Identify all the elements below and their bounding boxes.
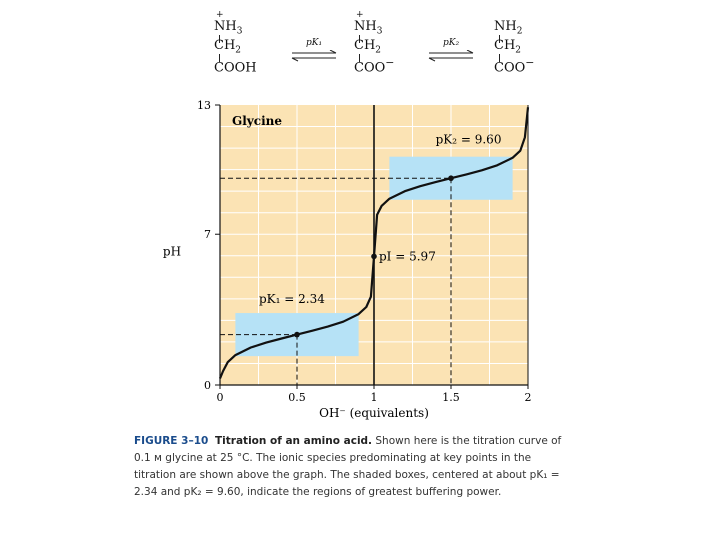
x-tick-label: 0 <box>216 391 224 404</box>
species-charge: − <box>525 56 535 69</box>
species-group: CH <box>494 38 516 53</box>
x-tick-label: 2 <box>524 391 532 404</box>
x-tick-label: 1.5 <box>442 391 460 404</box>
x-axis-label: OH⁻ (equivalents) <box>319 406 429 420</box>
figure-title: Titration of an amino acid. <box>215 435 373 447</box>
species-group: NH <box>214 19 237 34</box>
figure-number: FIGURE 3–10 <box>134 435 209 447</box>
y-tick-label: 0 <box>204 379 211 392</box>
y-tick-label: 13 <box>197 99 211 112</box>
point-label: pK₁ = 2.34 <box>259 292 325 307</box>
equilibrium-label: pK₂ <box>442 38 460 48</box>
species-subscript: 2 <box>375 45 382 56</box>
y-tick-label: 7 <box>204 228 211 242</box>
species-charge: + <box>356 10 364 20</box>
species-subscript: 3 <box>236 26 243 37</box>
species-charge: + <box>216 10 224 20</box>
equilibrium-label: pK₁ <box>305 38 323 48</box>
species-group: CH <box>214 38 236 53</box>
chart-title: Glycine <box>232 114 283 128</box>
species-group: COO <box>354 60 386 76</box>
species-charge: − <box>385 56 395 69</box>
point-label: pI = 5.97 <box>379 249 436 264</box>
species-subscript: 2 <box>515 45 522 56</box>
figure-caption <box>134 433 574 501</box>
caption-text: Shown here is the titration curve of 0.1 м glycine at 25 °C. The ionic species predominating at key points in the titration are shown above the graph. The shaded boxes, centered at about pK₁ = 2.34 and pK₂ = 9.60, indicate the regions of greatest buffering power. <box>134 435 562 498</box>
species-subscript: 3 <box>376 26 383 37</box>
species-group: COOH <box>214 60 257 76</box>
key-point <box>448 175 454 181</box>
x-tick-label: 0.5 <box>288 391 306 404</box>
species-group: CH <box>354 38 376 53</box>
key-point <box>294 332 300 338</box>
x-tick-label: 1 <box>370 391 378 404</box>
point-label: pK₂ = 9.60 <box>435 132 502 147</box>
y-axis-label: pH <box>162 244 182 259</box>
species-group: NH <box>354 19 377 34</box>
species-group: COO <box>494 60 526 76</box>
key-point <box>371 254 377 260</box>
species-subscript: 2 <box>235 45 242 56</box>
species-subscript: 2 <box>516 26 523 37</box>
species-group: NH <box>494 19 517 34</box>
